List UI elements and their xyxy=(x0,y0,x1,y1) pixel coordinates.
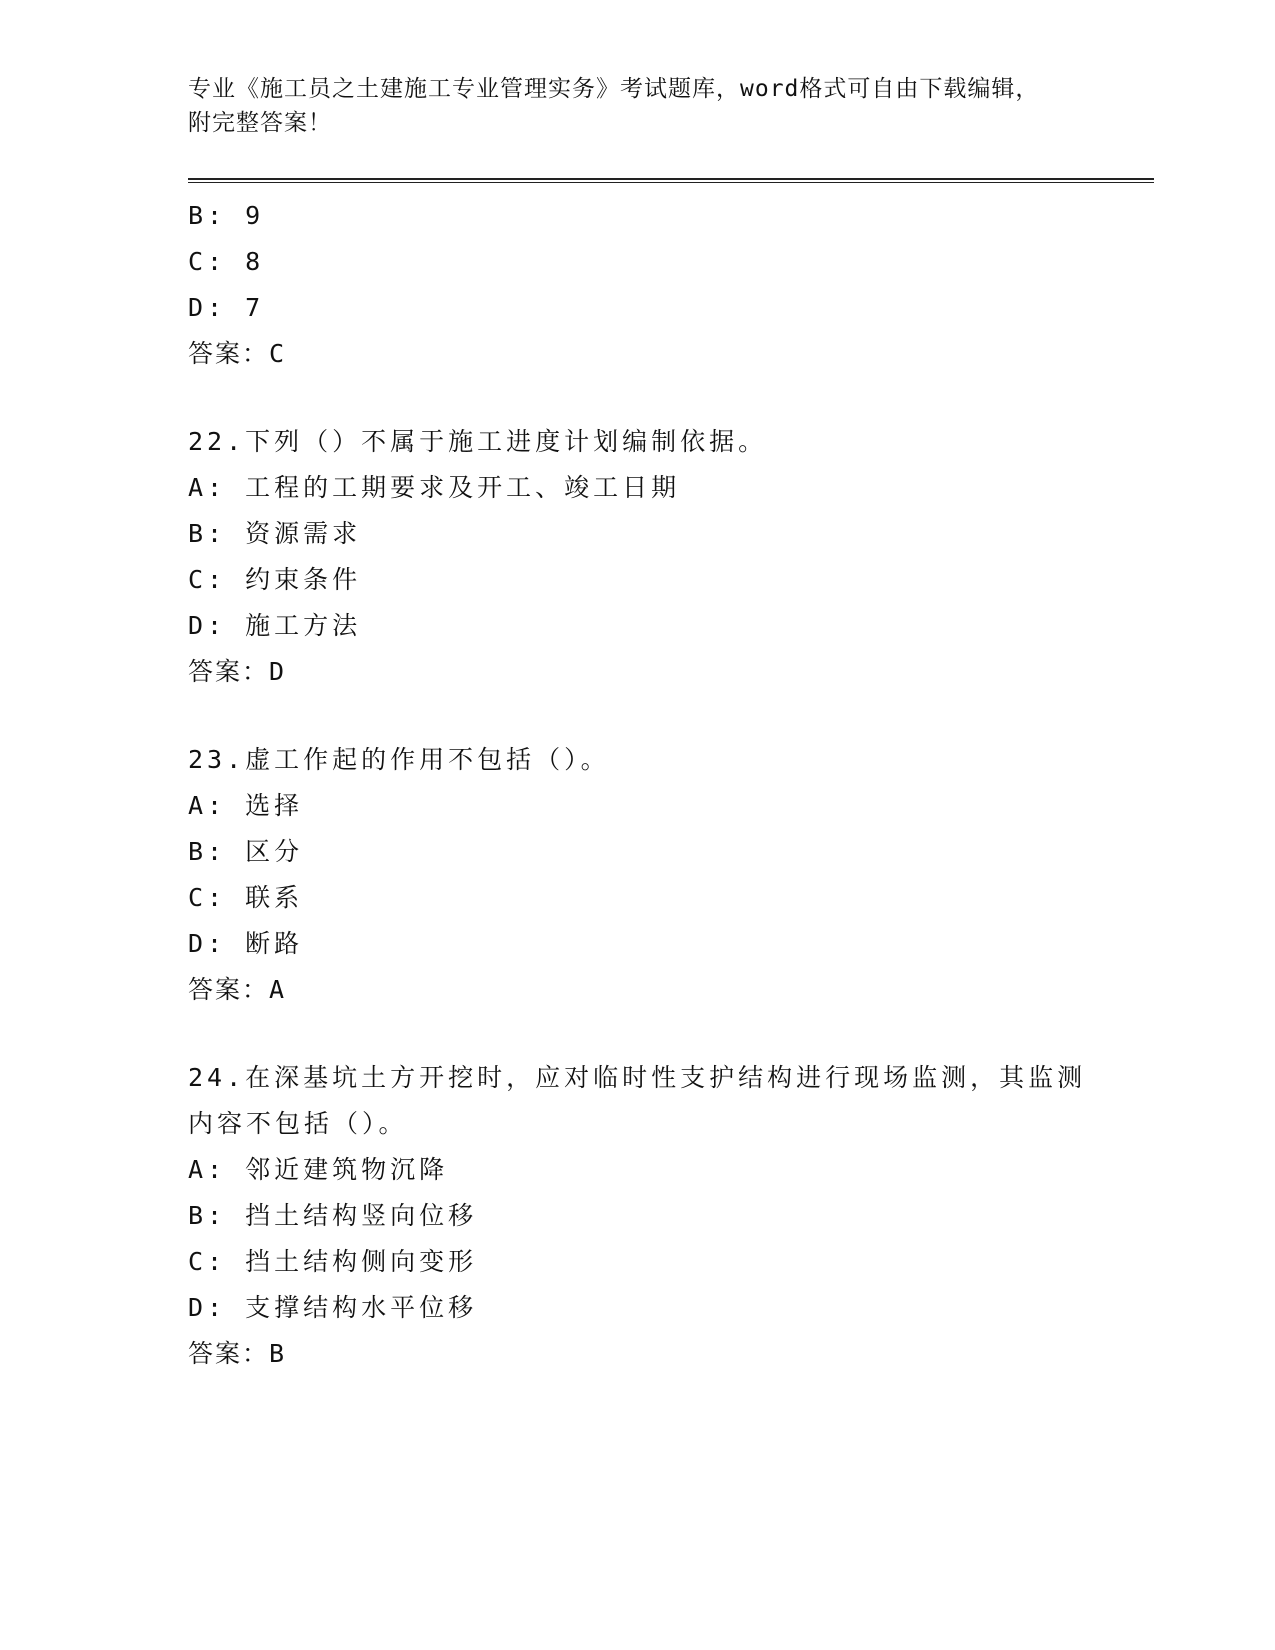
option: B: 区分 xyxy=(188,837,304,866)
option: D: 7 xyxy=(188,293,265,322)
question-22 xyxy=(188,419,1108,695)
question-text: 内容不包括（）。 xyxy=(188,1109,408,1138)
option: A: 工程的工期要求及开工、竣工日期 xyxy=(188,473,681,502)
option: B: 挡土结构竖向位移 xyxy=(188,1201,478,1230)
question-23 xyxy=(188,737,1108,1013)
option: C: 约束条件 xyxy=(188,565,362,594)
answer: 答案：A xyxy=(188,975,287,1004)
option: A: 邻近建筑物沉降 xyxy=(188,1155,449,1184)
answer: 答案：C xyxy=(188,339,287,368)
header-divider xyxy=(188,178,1154,183)
question-text: 23.虚工作起的作用不包括（）。 xyxy=(188,745,610,774)
document-header xyxy=(188,72,1088,140)
option: A: 选择 xyxy=(188,791,304,820)
option: C: 挡土结构侧向变形 xyxy=(188,1247,478,1276)
question-text: 22.下列（）不属于施工进度计划编制依据。 xyxy=(188,427,768,456)
question-24 xyxy=(188,1055,1108,1377)
option: C: 联系 xyxy=(188,883,304,912)
option: D: 断路 xyxy=(188,929,304,958)
option: C: 8 xyxy=(188,247,265,276)
option: D: 支撑结构水平位移 xyxy=(188,1293,478,1322)
header-line: 专业《施工员之土建施工专业管理实务》考试题库，word格式可自由下载编辑， xyxy=(188,76,1040,102)
header-line: 附完整答案！ xyxy=(188,110,332,136)
question-text: 24.在深基坑土方开挖时，应对临时性支护结构进行现场监测，其监测 xyxy=(188,1063,1087,1092)
option: B: 资源需求 xyxy=(188,519,362,548)
previous-question-tail xyxy=(188,193,1108,377)
question-list xyxy=(188,193,1108,1377)
option: B: 9 xyxy=(188,201,265,230)
option: D: 施工方法 xyxy=(188,611,362,640)
answer: 答案：B xyxy=(188,1339,287,1368)
answer: 答案：D xyxy=(188,657,287,686)
